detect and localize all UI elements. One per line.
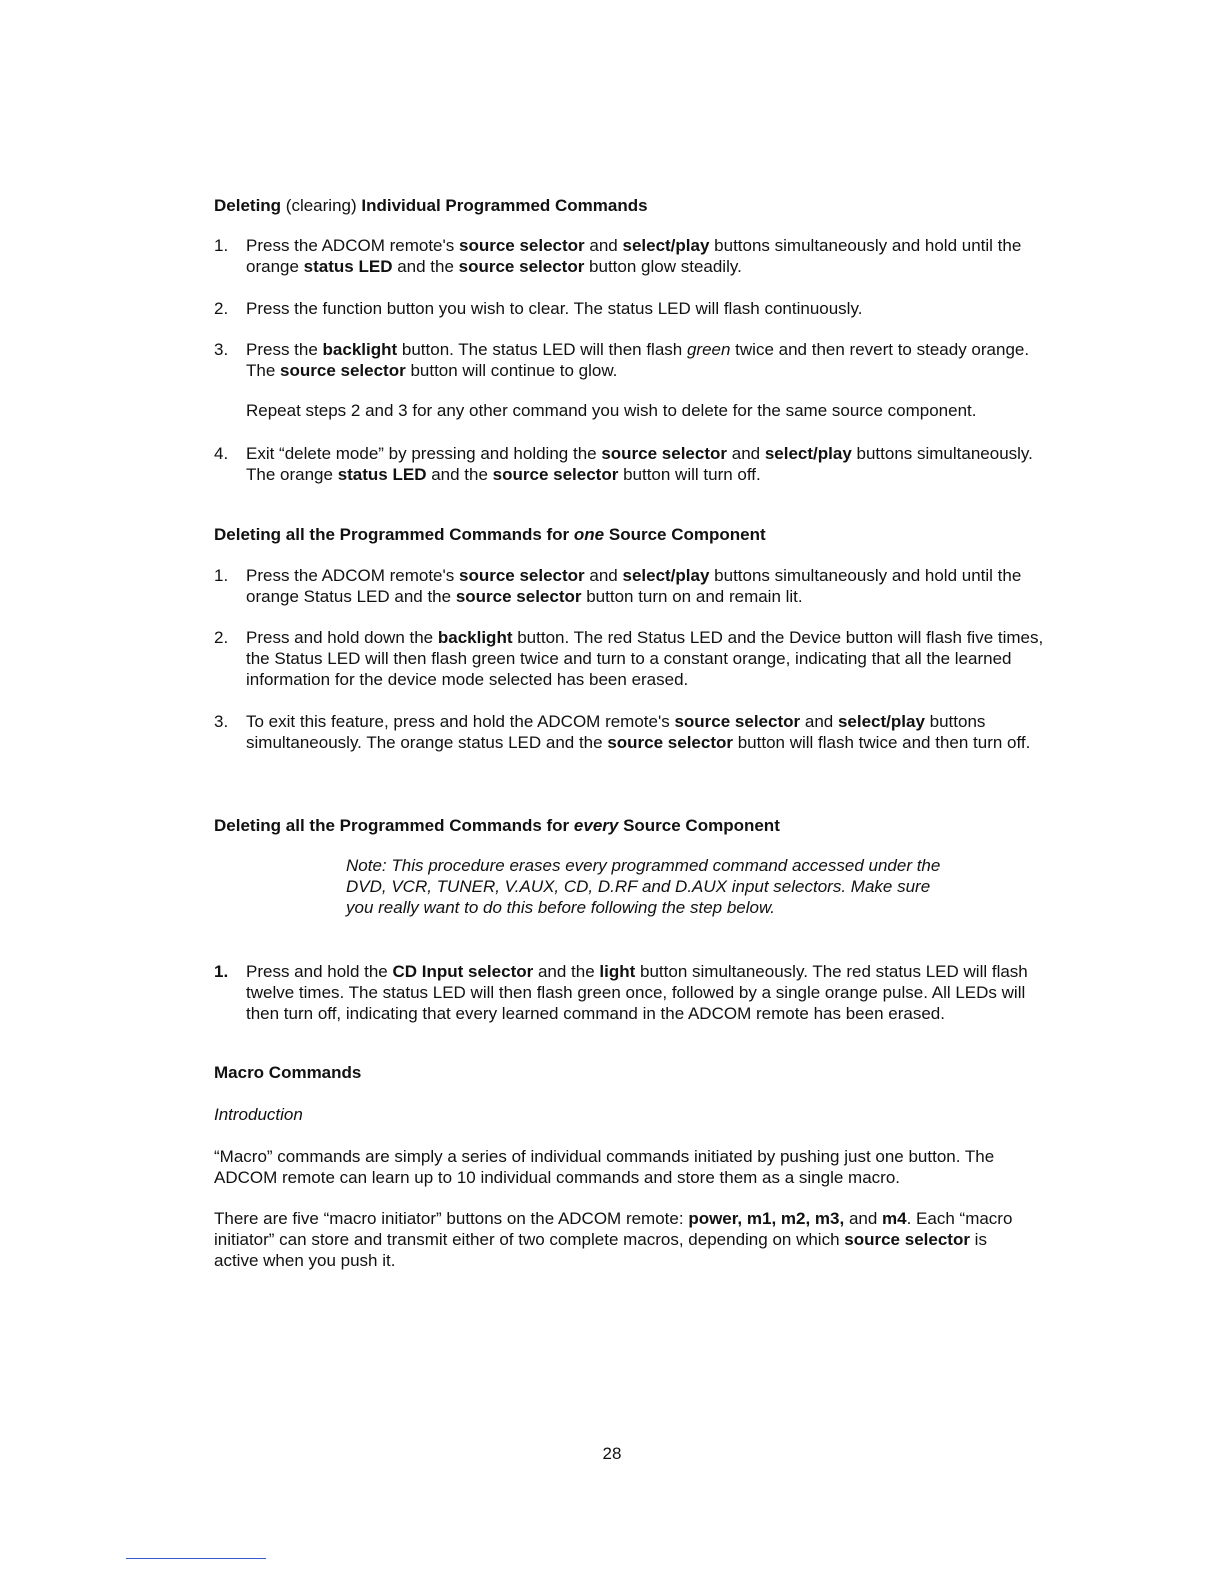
heading-delete-individual [214, 195, 1054, 216]
text-run: source selector [458, 236, 585, 255]
macro-paragraph-2 [214, 1208, 1014, 1271]
text-run: and [584, 236, 623, 255]
text-run: button glow steadily. [584, 257, 742, 276]
item-text [246, 443, 1054, 485]
list-item [214, 565, 1054, 607]
text-run: light [599, 962, 636, 981]
text-run: button turn on and remain lit. [581, 587, 803, 606]
text-run: Note: This procedure erases every programmed command accessed under the DVD, VCR, TUNER, V.AUX, CD, D.RF and D.AUX input selectors. Make sure you really want to do this before following the step below. [346, 856, 941, 917]
text-run: every [573, 816, 619, 835]
text-run: . Each “macro initiator” can store and transmit either of two complete macros, depending on which [214, 1209, 1013, 1249]
text-run: button will continue to glow. [405, 361, 618, 380]
text-run: button. The red Status LED and the Device button will flash five times, the Status LED will then flash green twice and turn to a constant orange, indicating that all the learned information for the device mode selected has been erased. [246, 628, 1044, 689]
text-run: one [573, 525, 605, 544]
text-run: “Macro” commands are simply a series of individual commands initiated by pushing just one button. The ADCOM remote can learn up to 10 individual commands and store them as a single macro. [214, 1147, 995, 1187]
text-run: status LED [337, 465, 427, 484]
item-text [246, 235, 1054, 277]
text-run: backlight [322, 340, 398, 359]
text-run: twice and then revert to steady orange. The [246, 340, 1030, 380]
text-run: button simultaneously. The red status LED will flash twelve times. The status LED will then flash green once, followed by a single orange pulse. All LEDs will then turn off, indicating that every learned command in the ADCOM remote has been erased. [246, 962, 1028, 1023]
text-run: buttons simultaneously and hold until the orange [246, 236, 1022, 276]
text-run: source selector [607, 733, 733, 752]
text-run: Press and hold the [246, 962, 393, 981]
item-number: 4. [214, 444, 229, 463]
heading-delete-every-source [214, 815, 1054, 836]
text-run: source selector [458, 566, 585, 585]
text-run: and [800, 712, 838, 731]
repeat-note [214, 400, 1054, 421]
text-run: CD Input selector [392, 962, 534, 981]
list-item [214, 961, 1054, 1024]
subheading-introduction [214, 1104, 1054, 1125]
text-run: source selector [458, 257, 585, 276]
text-run: Press the function button you wish to clear. The status LED will flash continuously. [246, 299, 863, 318]
text-run: Press and hold down the [246, 628, 438, 647]
list-item [214, 235, 1054, 277]
text-run: Press the ADCOM remote's [246, 236, 459, 255]
text-run: and the [533, 962, 600, 981]
text-run: button will turn off. [618, 465, 761, 484]
text-run: select/play [764, 444, 852, 463]
item-number: 3. [214, 712, 229, 731]
text-run: source selector [492, 465, 619, 484]
list-item [214, 298, 1054, 319]
text-run: source selector [844, 1230, 970, 1249]
text-run: and [584, 566, 623, 585]
item-number: 1. [214, 236, 229, 255]
text-run: Exit “delete mode” by pressing and holding the [246, 444, 602, 463]
repeat-text [246, 400, 1054, 421]
text-run: and the [392, 257, 459, 276]
text-run: Deleting [214, 196, 282, 215]
list-item [214, 627, 1054, 690]
item-number: 2. [214, 299, 229, 318]
item-number: 2. [214, 628, 229, 647]
text-run: source selector [674, 712, 801, 731]
heading-delete-one-source [214, 524, 1054, 545]
text-run: Source Component [604, 525, 766, 544]
footer-rule [126, 1558, 266, 1559]
text-run: button. The status LED will then flash [397, 340, 687, 359]
item-text [246, 627, 1054, 690]
text-run: backlight [437, 628, 513, 647]
text-run: select/play [837, 712, 925, 731]
heading-macro-commands [214, 1062, 1054, 1083]
warning-note [346, 855, 946, 918]
item-number: 1. [214, 566, 229, 585]
text-run: buttons simultaneously. The orange status LED and the [246, 712, 986, 752]
text-run: and [844, 1209, 883, 1228]
text-run: green [686, 340, 731, 359]
text-run: (clearing) [281, 196, 362, 215]
item-text [246, 339, 1054, 381]
text-run: Individual Programmed Commands [361, 196, 648, 215]
text-run: button will flash twice and then turn off. [733, 733, 1031, 752]
text-run: select/play [622, 236, 710, 255]
text-run: Press the ADCOM remote's [246, 566, 459, 585]
text-run: Repeat steps 2 and 3 for any other command you wish to delete for the same source component. [246, 401, 977, 420]
list-item [214, 339, 1054, 381]
text-run: buttons simultaneously. The orange [246, 444, 1033, 484]
text-run: source selector [601, 444, 728, 463]
text-run: Press the [246, 340, 323, 359]
text-run: status LED [303, 257, 393, 276]
item-text [246, 565, 1054, 607]
text-run: source selector [280, 361, 406, 380]
text-run: There are five “macro initiator” buttons on the ADCOM remote: [214, 1209, 689, 1228]
text-run: select/play [622, 566, 710, 585]
macro-paragraph-1 [214, 1146, 1054, 1188]
text-run: Macro Commands [214, 1063, 362, 1082]
text-run: power, m1, m2, m3, [688, 1209, 845, 1228]
item-text [246, 961, 1054, 1024]
list-item [214, 711, 1054, 753]
item-text [246, 711, 1054, 753]
text-run: is active when you push it. [214, 1230, 987, 1270]
text-run: Deleting all the Programmed Commands for [214, 525, 574, 544]
text-run: and the [426, 465, 493, 484]
text-run: Introduction [214, 1105, 303, 1124]
text-run: To exit this feature, press and hold the ADCOM remote's [246, 712, 675, 731]
text-run: source selector [455, 587, 582, 606]
page-number: 28 [602, 1444, 622, 1463]
item-number: 1. [214, 962, 229, 981]
list-item [214, 443, 1054, 485]
text-run: and [727, 444, 765, 463]
text-run: Source Component [618, 816, 780, 835]
text-run: m4 [882, 1209, 907, 1228]
item-number: 3. [214, 340, 229, 359]
text-run: Deleting all the Programmed Commands for [214, 816, 574, 835]
text-run: buttons simultaneously and hold until the orange Status LED and the [246, 566, 1022, 606]
item-text [246, 298, 1054, 319]
